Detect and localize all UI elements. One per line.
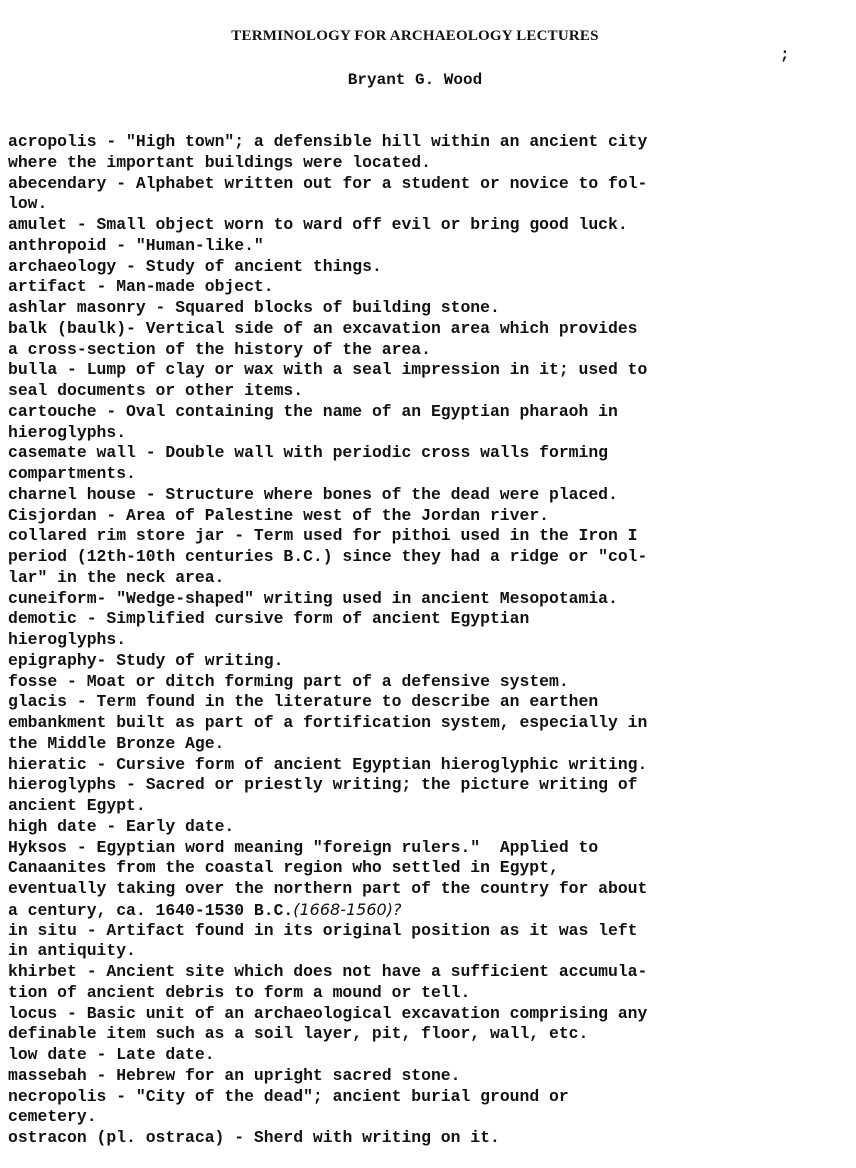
glossary-line	[8, 277, 838, 298]
handwritten-note: (1668-1560)?	[293, 899, 402, 919]
glossary-definition: low.	[8, 194, 48, 214]
glossary-term: massebah	[8, 1065, 87, 1085]
glossary-definition: - Sherd with writing on it.	[224, 1128, 500, 1147]
glossary-line	[8, 900, 838, 921]
glossary-definition: - Area of Palestine west of the Jordan river.	[96, 505, 549, 525]
glossary-line	[8, 506, 838, 527]
glossary-line	[8, 194, 838, 215]
glossary-term: epigraphy	[8, 650, 97, 670]
glossary-definition: period (12th-10th centuries B.C.) since they had a ridge or "col-	[8, 547, 648, 566]
glossary-definition: a century, ca. 1640-1530 B.C.	[8, 900, 294, 920]
glossary-term: casemate wall	[8, 443, 136, 463]
glossary-definition: - Vertical side of an excavation area which provides	[126, 318, 638, 338]
glossary-definition: - Ancient site which does not have a sufficient accumula-	[76, 962, 648, 981]
glossary-term: Hyksos	[8, 837, 68, 857]
glossary-line	[8, 1024, 838, 1045]
glossary-line	[8, 257, 838, 278]
glossary-line	[8, 630, 838, 651]
glossary-line	[8, 962, 838, 983]
glossary-line	[8, 713, 838, 734]
glossary-definition: lar" in the neck area.	[8, 567, 225, 587]
document-author: Bryant G. Wood	[347, 71, 483, 89]
glossary-definition: - Man-made object.	[86, 277, 274, 297]
glossary-definition: - Small object worn to ward off evil or bring good luck.	[67, 215, 628, 234]
glossary-line	[8, 174, 838, 195]
glossary-term: artifact	[8, 277, 87, 297]
glossary-term: high date	[8, 816, 97, 836]
glossary-definition: - Sacred or priestly writing; the picture writing of	[116, 775, 638, 795]
glossary-definition: the Middle Bronze Age.	[8, 733, 225, 753]
glossary-line	[8, 547, 838, 568]
glossary-definition: - Cursive form of ancient Egyptian hieroglyphic writing.	[86, 754, 648, 774]
glossary-term: hieroglyphs	[8, 775, 117, 795]
glossary-line	[8, 1087, 838, 1108]
glossary-line	[8, 381, 838, 402]
glossary-definition: - Alphabet written out for a student or novice to fol-	[106, 173, 648, 193]
glossary-line	[8, 153, 838, 174]
glossary-definition: - Artifact found in its original position as it was left	[76, 920, 638, 940]
glossary-definition: - "City of the dead"; ancient burial ground or	[106, 1086, 569, 1106]
glossary-term: acropolis	[8, 132, 97, 151]
glossary-definition: - Study of ancient things.	[116, 256, 382, 276]
glossary-definition: a cross-section of the history of the area.	[8, 339, 431, 359]
glossary-definition: - Study of writing.	[96, 650, 284, 670]
glossary-term: low date	[8, 1045, 87, 1064]
glossary-definition: - Basic unit of an archaeological excavation comprising any	[57, 1003, 648, 1023]
glossary-line	[8, 443, 838, 464]
glossary-line	[8, 568, 838, 589]
glossary-definition: - "Wedge-shaped" writing used in ancient Mesopotamia.	[96, 588, 618, 608]
glossary-term: in situ	[8, 920, 77, 940]
glossary-line	[8, 589, 838, 610]
glossary-line	[8, 817, 838, 838]
glossary-line	[8, 734, 838, 755]
glossary-definition: - Double wall with periodic cross walls forming	[135, 443, 609, 463]
glossary-term: cuneiform	[8, 588, 97, 608]
glossary-term: Cisjordan	[8, 505, 97, 525]
glossary-line	[8, 775, 838, 796]
glossary-definition: seal documents or other items.	[8, 381, 304, 400]
glossary-definition: - Squared blocks of building stone.	[145, 298, 500, 317]
glossary-definition: ancient Egypt.	[8, 796, 146, 815]
glossary-term: balk (baulk)	[8, 318, 127, 338]
glossary-term: demotic	[8, 609, 77, 629]
glossary-definition: - "Human-like."	[106, 235, 264, 255]
glossary-line	[8, 879, 838, 900]
glossary-line	[8, 858, 838, 879]
glossary-line	[8, 485, 838, 506]
glossary-definition: - Egyptian word meaning "foreign rulers." Applied to	[67, 837, 599, 857]
glossary-term: bulla	[8, 360, 58, 380]
glossary-line	[8, 215, 838, 236]
glossary-definition: embankment built as part of a fortification system, especially in	[8, 713, 648, 732]
glossary-line	[8, 672, 838, 693]
glossary-definition: compartments.	[8, 464, 136, 483]
glossary-line	[8, 838, 838, 859]
glossary-term: amulet	[8, 215, 68, 234]
glossary-definition: eventually taking over the northern part of the country for about	[8, 879, 648, 898]
glossary-term: anthropoid	[8, 235, 107, 255]
glossary-line	[8, 651, 838, 672]
glossary-term: charnel house	[8, 484, 136, 504]
glossary-definition: - Late date.	[86, 1045, 215, 1064]
glossary-line	[8, 921, 838, 942]
glossary-line	[8, 1066, 838, 1087]
glossary-definition: - Oval containing the name of an Egyptian pharaoh in	[96, 401, 618, 421]
glossary-definition: cemetery.	[8, 1107, 97, 1127]
glossary-definition: hieroglyphs.	[8, 422, 127, 442]
glossary-term: hieratic	[8, 754, 87, 774]
glossary-definition: - "High town"; a defensible hill within an ancient city	[96, 132, 648, 151]
glossary-term: abecendary	[8, 173, 107, 193]
glossary-line	[8, 236, 838, 257]
glossary-definition: - Early date.	[96, 816, 235, 836]
glossary-line	[8, 360, 838, 381]
glossary-definition: tion of ancient debris to form a mound or tell.	[8, 982, 471, 1002]
glossary-term: archaeology	[8, 256, 117, 276]
glossary-definition: - Lump of clay or wax with a seal impression in it; used to	[57, 360, 648, 380]
glossary-line	[8, 526, 838, 547]
glossary-definition: - Moat or ditch forming part of a defensive system.	[57, 671, 569, 691]
glossary-term: locus	[8, 1003, 58, 1023]
glossary-definition: definable item such as a soil layer, pit, floor, wall, etc.	[8, 1024, 589, 1044]
glossary-line	[8, 692, 838, 713]
glossary-line	[8, 1107, 838, 1128]
glossary-term: ostracon (pl. ostraca)	[8, 1128, 225, 1147]
glossary-line	[8, 402, 838, 423]
glossary-line	[8, 1004, 838, 1025]
glossary-term: khirbet	[8, 962, 77, 981]
glossary-entries	[8, 132, 838, 1149]
glossary-line	[8, 319, 838, 340]
document-title: TERMINOLOGY FOR ARCHAEOLOGY LECTURES	[231, 28, 599, 44]
glossary-line	[8, 423, 838, 444]
glossary-definition: in antiquity.	[8, 941, 136, 961]
glossary-definition: - Hebrew for an upright sacred stone.	[86, 1065, 461, 1085]
glossary-term: collared rim store jar	[8, 526, 225, 546]
glossary-definition: hieroglyphs.	[8, 630, 127, 649]
glossary-line	[8, 340, 838, 361]
glossary-line	[8, 609, 838, 630]
stray-mark: ;	[780, 46, 790, 64]
glossary-line	[8, 755, 838, 776]
glossary-line	[8, 941, 838, 962]
glossary-definition: - Structure where bones of the dead were placed.	[135, 484, 618, 504]
glossary-line	[8, 298, 838, 319]
glossary-term: fosse	[8, 671, 58, 691]
glossary-term: cartouche	[8, 401, 97, 421]
glossary-definition: where the important buildings were located.	[8, 152, 431, 172]
glossary-definition: - Simplified cursive form of ancient Egyptian	[76, 609, 530, 629]
glossary-definition: - Term found in the literature to describe an earthen	[67, 692, 599, 712]
glossary-term: necropolis	[8, 1086, 107, 1106]
glossary-term: glacis	[8, 692, 68, 712]
glossary-term: ashlar masonry	[8, 298, 146, 317]
glossary-line	[8, 983, 838, 1004]
glossary-definition: Canaanites from the coastal region who settled in Egypt,	[8, 858, 559, 878]
glossary-definition: - Term used for pithoi used in the Iron I	[224, 526, 638, 546]
glossary-line	[8, 132, 838, 153]
glossary-line	[8, 1128, 838, 1149]
glossary-line	[8, 1045, 838, 1066]
glossary-line	[8, 464, 838, 485]
glossary-line	[8, 796, 838, 817]
